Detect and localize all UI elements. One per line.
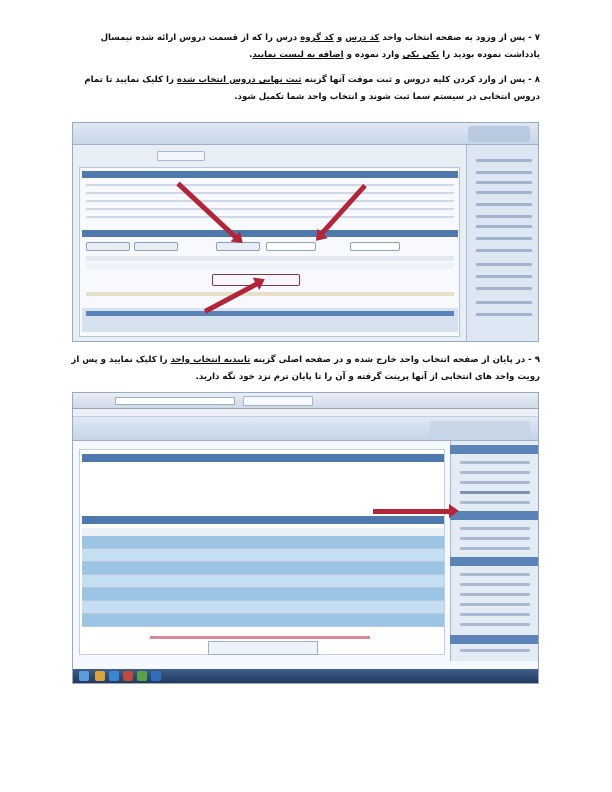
step-7-text: . [249, 50, 253, 60]
explorer-icon[interactable] [95, 671, 105, 681]
sidebar-section-header [450, 445, 538, 454]
group-code-input[interactable] [266, 242, 316, 251]
sidebar-item[interactable] [460, 501, 530, 504]
step-7-text: وارد نموده و [343, 50, 403, 60]
portal-header [73, 123, 538, 145]
sidebar-item [476, 275, 532, 278]
sidebar-item[interactable] [460, 603, 530, 606]
sidebar-item [476, 181, 532, 184]
step-7-text: درس را که از قسمت دروس ارائه شده نیمسال یادداشت نموده بودید را [100, 33, 540, 60]
selected-courses-table [82, 528, 444, 632]
page-tab [157, 151, 205, 161]
delete-from-list-button[interactable] [86, 242, 130, 251]
info-row [86, 216, 454, 218]
sidebar-item[interactable] [460, 527, 530, 530]
address-bar[interactable] [115, 397, 235, 405]
sidebar-item [476, 301, 532, 304]
browser-icon[interactable] [109, 671, 119, 681]
portal-sidebar [450, 441, 538, 661]
step-9-text: را کلیک نمایید و پس از رویت واحد های انتخابی از آنها پرینت گرفته و آن را تا پایان ترم نزد خود نگه دارید. [71, 355, 540, 382]
table-row [82, 588, 444, 601]
step-8-text: را کلیک نمایید تا تمام دروس انتخابی در سیستم سما ثبت شوند و انتخاب واحد شما تکمیل شود. [84, 75, 540, 102]
sidebar-section-header [450, 557, 538, 566]
step-7-underline-add-to-list: اضافه به لیست نمایید [252, 50, 344, 60]
offered-courses-band [82, 230, 458, 237]
sidebar-item[interactable] [460, 537, 530, 540]
instruction-step-7 [70, 30, 540, 64]
sidebar-item [476, 313, 532, 316]
sidebar-item [476, 249, 532, 252]
sidebar-item[interactable] [460, 593, 530, 596]
screenshot-confirmation-page [72, 392, 539, 684]
sidebar-item[interactable] [460, 547, 530, 550]
portal-sidebar [466, 145, 538, 342]
start-button-icon[interactable] [79, 671, 89, 681]
university-logo [468, 126, 530, 142]
student-info-band [82, 454, 444, 462]
table-row [82, 549, 444, 562]
word-icon[interactable] [151, 671, 161, 681]
notice-row [86, 292, 454, 296]
step-9-text: ۹ - در پایان از صفحه انتخاب واحد خارج شده و در صفحه اصلی گزینه [250, 355, 540, 365]
table-row [82, 536, 444, 549]
student-info-band [82, 171, 458, 178]
step-8-underline-final-submit: ثبت نهایی دروس انتخاب شده [176, 75, 302, 85]
tuition-summary-table [82, 308, 458, 332]
sidebar-item[interactable] [460, 481, 530, 484]
step-7-text: ۷ - پس از ورود به صفحه انتخاب واحد [379, 33, 540, 43]
sidebar-item[interactable] [460, 613, 530, 616]
browser-toolbar [73, 393, 538, 409]
tuition-header [86, 311, 454, 316]
windows-taskbar [73, 669, 538, 683]
sidebar-section-header [450, 511, 538, 520]
sidebar-item [476, 215, 532, 218]
sidebar-item[interactable] [460, 623, 530, 626]
table-row [82, 575, 444, 588]
sidebar-item [476, 171, 532, 174]
sidebar-item [476, 237, 532, 240]
browser-tab[interactable] [243, 396, 313, 406]
course-table-row [86, 263, 454, 269]
table-header [82, 528, 444, 536]
table-row [82, 614, 444, 627]
portal-header [73, 417, 538, 441]
app-icon[interactable] [137, 671, 147, 681]
units-summary-table [208, 641, 318, 655]
confirmation-panel [79, 449, 445, 655]
notice-line [150, 636, 370, 639]
sidebar-item[interactable] [460, 471, 530, 474]
info-row [86, 208, 454, 210]
sidebar-item-course-selection-confirmation[interactable] [460, 491, 530, 494]
screenshot-course-selection [72, 122, 539, 342]
course-code-input[interactable] [350, 242, 400, 251]
info-row [86, 184, 454, 186]
instruction-step-9 [70, 352, 540, 386]
sidebar-item [476, 191, 532, 194]
course-table-header [86, 256, 454, 261]
sidebar-item [476, 263, 532, 266]
info-row [86, 200, 454, 202]
step-7-underline-group-code: کد گروه [300, 33, 334, 43]
sidebar-item [476, 159, 532, 162]
selected-courses-band [82, 516, 444, 524]
step-7-underline-course-code: کد درس [345, 33, 380, 43]
sidebar-item [476, 203, 532, 206]
course-selection-panel [79, 167, 460, 337]
sidebar-item [476, 287, 532, 290]
browser-menu-bar [73, 409, 538, 417]
sidebar-item[interactable] [460, 573, 530, 576]
step-8-text: ۸ - پس از وارد کردن کلیه دروس و ثبت موقت آنها گزینه [301, 75, 540, 85]
university-logo [430, 421, 530, 437]
step-9-underline-confirmation: تاییدیه انتخاب واحد [170, 355, 251, 365]
sidebar-item[interactable] [460, 583, 530, 586]
app-icon[interactable] [123, 671, 133, 681]
step-7-text: و [333, 33, 346, 43]
instruction-step-8 [70, 72, 540, 106]
sidebar-item[interactable] [460, 649, 530, 652]
edit-list-button[interactable] [134, 242, 178, 251]
sidebar-item [476, 225, 532, 228]
arrow-to-confirmation-item [373, 509, 451, 514]
table-row [82, 562, 444, 575]
sidebar-item[interactable] [460, 461, 530, 464]
step-7-underline-one-by-one: یکی یکی [402, 50, 440, 60]
sidebar-section-header [450, 635, 538, 644]
table-row [82, 601, 444, 614]
info-row [86, 192, 454, 194]
